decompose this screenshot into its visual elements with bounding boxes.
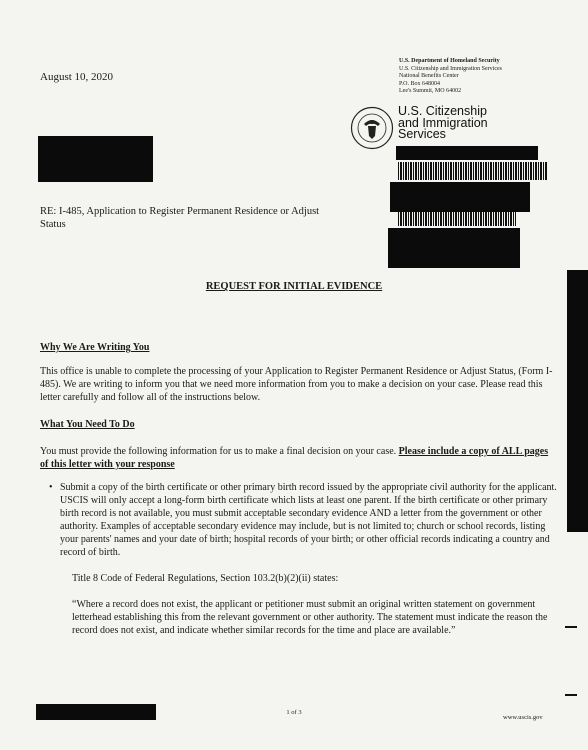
agency-line: U.S. Citizenship and Immigration Services bbox=[399, 65, 502, 72]
agency-address bbox=[399, 58, 502, 96]
agency-name-line: Services bbox=[398, 127, 446, 141]
regulation-quote: “Where a record does not exist, the applicant or petitioner must submit an original written statement on government letterhead establishing this from the relevant government or other authority. The statement must indicate the reason the record does not exist, and indicate whether similar records for the time and place are available.” bbox=[72, 599, 548, 636]
agency-line: P.O. Box 648004 bbox=[399, 80, 441, 87]
agency-name bbox=[398, 106, 488, 141]
redacted-block bbox=[388, 228, 520, 268]
footer-url: www.uscis.gov bbox=[503, 714, 543, 721]
section-body: This office is unable to complete the processing of your Application to Register Permanent Residence or Adjust Status, (Form I-485). We are writing to inform you that we need more information from you to make a decision on your case. Please read this letter carefully and follow all of the instructions below. bbox=[40, 366, 553, 403]
agency-name-line: U.S. Citizenship bbox=[398, 104, 487, 118]
barcode bbox=[398, 162, 548, 180]
redacted-block bbox=[390, 182, 530, 212]
dhs-seal-icon bbox=[350, 106, 394, 150]
instruction-emphasis: Please include a copy of ALL pages of this letter with your response bbox=[40, 446, 549, 470]
instruction-text: You must provide the following information for us to make a final decision on your case. bbox=[40, 446, 397, 457]
redaction-bar bbox=[567, 270, 588, 532]
margin-mark bbox=[565, 626, 577, 628]
barcode bbox=[398, 212, 516, 226]
bullet-icon: • bbox=[49, 482, 53, 493]
agency-line: National Benefits Center bbox=[399, 73, 459, 80]
agency-line: Lee's Summit, MO 64002 bbox=[399, 88, 462, 95]
re-line: RE: I-485, Application to Register Permanent Residence or Adjust Status bbox=[40, 206, 320, 230]
section-heading: What You Need To Do bbox=[40, 419, 135, 430]
redacted-block bbox=[38, 136, 153, 182]
page-number: 1 of 3 bbox=[286, 709, 302, 716]
letter-date: August 10, 2020 bbox=[40, 71, 114, 83]
regulation-citation: Title 8 Code of Federal Regulations, Section 103.2(b)(2)(ii) states: bbox=[72, 573, 339, 584]
redacted-block bbox=[396, 146, 538, 160]
letter-title: REQUEST FOR INITIAL EVIDENCE bbox=[205, 281, 383, 292]
section-heading: Why We Are Writing You bbox=[40, 342, 150, 353]
section-body bbox=[40, 445, 558, 471]
agency-department: U.S. Department of Homeland Security bbox=[399, 58, 500, 64]
agency-name-line: and Immigration bbox=[398, 115, 488, 130]
evidence-bullet bbox=[49, 481, 558, 559]
bullet-text: Submit a copy of the birth certificate or other primary birth record issued by the appropriate civil authority for the applicant. USCIS will only accept a long-form birth certificate which lists at least one parent. If the birth certificate or other primary birth record is not available, you must submit acceptable secondary evidence AND a letter from the government or other authority. Examples of acceptable secondary evidence may include, but is not limited to; church or school records, listing your parents' names and your date of birth; hospital records of your birth; or other official records indicating a country and record of birth. bbox=[60, 482, 557, 558]
margin-mark bbox=[565, 694, 577, 696]
